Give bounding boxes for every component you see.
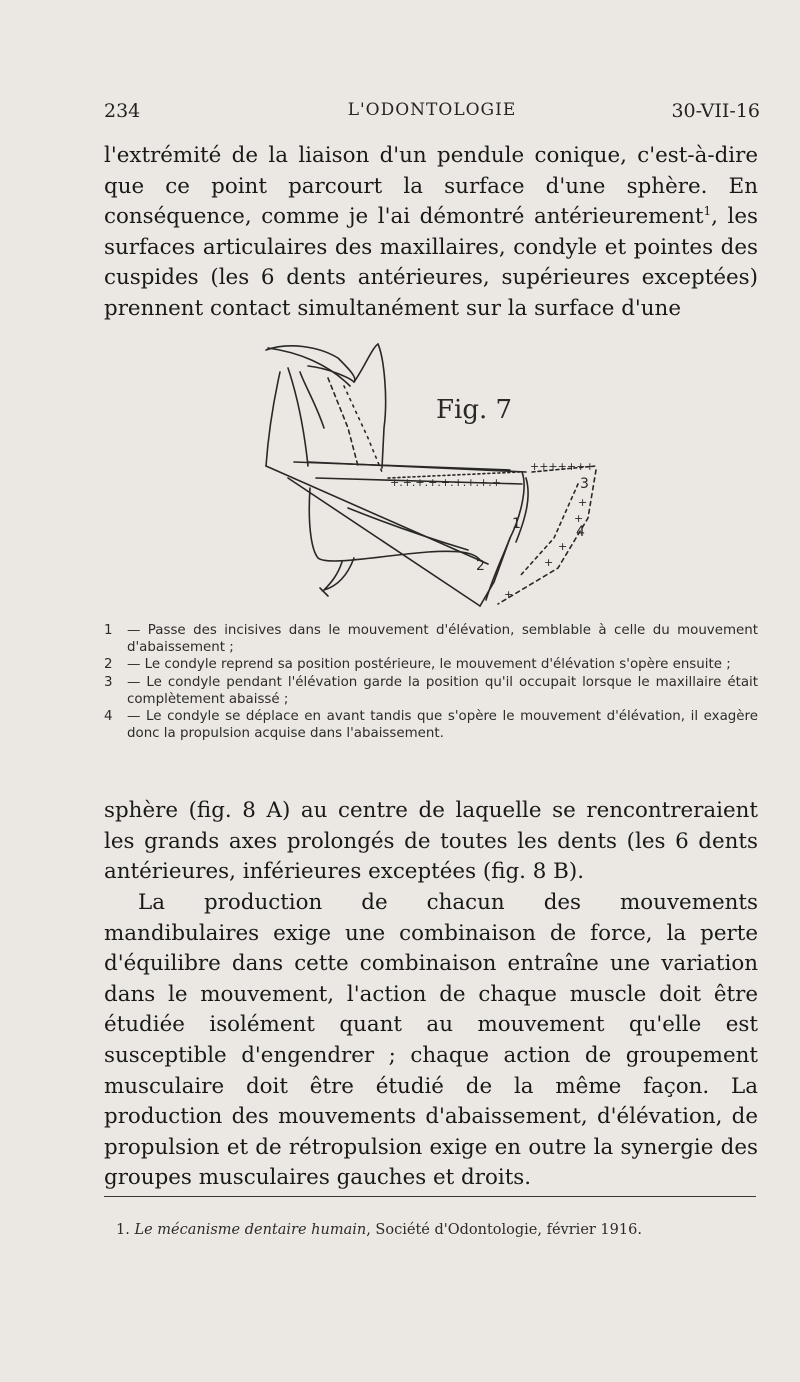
marker-2: 2 <box>476 558 485 574</box>
footnote-source: , Société d'Odontologie, février 1916. <box>366 1222 642 1238</box>
running-header <box>104 100 760 130</box>
chin-hook <box>324 558 354 590</box>
caption-item: 2 — Le condyle reprend sa position postérieure, le mouvement d'élévation s'opère ensuite ; <box>104 657 731 673</box>
figure-7 <box>258 338 620 620</box>
mandible-body-lower <box>309 488 480 561</box>
plus-col-e: + <box>504 588 514 601</box>
plus-col-b: + <box>574 512 584 525</box>
marker-4: 4 <box>576 524 585 540</box>
figure-caption <box>104 622 758 742</box>
footnote-number: 1. <box>116 1222 130 1238</box>
plus-row: +.+.+.+.+.+.+.+.+ <box>390 476 501 489</box>
ramus-inner <box>300 372 324 428</box>
caption-item: 3 — Le condyle pendant l'élévation garde la position qu'il occupait lorsque le maxillaire était complètement abaissé ; <box>104 674 758 707</box>
caption-item: 4 — Le condyle se déplace en avant tandis que s'opère le mouvement d'élévation, il exagère donc la propulsion acquise dans l'abaissement. <box>104 709 758 742</box>
zygomatic-outline <box>268 348 350 386</box>
marker-1: 1 <box>512 516 521 532</box>
plus-col-c: + <box>558 540 568 553</box>
caption-item: 1 — Passe des incisives dans le mouvement d'élévation, semblable à celle du mouvement d'abaissement ; <box>104 623 758 656</box>
footnote <box>116 1222 756 1238</box>
condyle-path-dashed <box>328 378 358 466</box>
footnote-reference: 1 <box>703 204 712 219</box>
condyle-path-dotted <box>344 386 382 472</box>
footnote-title: Le mécanisme dentaire humain <box>134 1222 367 1238</box>
footnote-rule <box>104 1196 756 1197</box>
incisor-outline <box>516 478 528 542</box>
ramus-back <box>266 372 280 466</box>
marker-3: 3 <box>580 476 589 492</box>
plus-col-d: + <box>544 556 554 569</box>
page-number: 234 <box>104 100 141 122</box>
paragraph-2: sphère (fig. 8 A) au centre de laquelle se rencontreraient les grands axes prolongés de toutes les dents (les 6 dents antérieures, inférieures exceptées (fig. 8 B). <box>104 798 758 885</box>
coronoid-process <box>354 344 386 468</box>
paragraph-3: La production de chacun des mouvements mandibulaires exige une combinaison de force, la perte d'équilibre dans cette combinaison entraîne une variation dans le mouvement, l'action de chaque muscle doit être étudiée isolément quant au mouvement qu'elle est susceptible d'engendrer ; chaque action de groupement musculaire doit être étudié de la même façon. La production des mouvements d'abaissement, d'élévation, de propulsion et de rétropulsion exige en outre la synergie des groupes musculaires gauches et droits. <box>104 890 758 1191</box>
running-title: L'ODONTOLOGIE <box>347 100 517 120</box>
paragraph-1: l'extrémité de la liaison d'un pendule conique, c'est-à-dire que ce point parcourt la surface d'une sphère. En conséquence, comme je l'ai démontré antérieurement$^1$, les surfaces articulaires des maxillaires, condyle et pointes des cuspides (les 6 dents antérieures, supérieures exceptées) prennent contact simultanément sur la surface d'une <box>104 143 759 321</box>
plus-col-a: + <box>578 496 588 509</box>
occlusal-line-2 <box>294 462 510 470</box>
jaw-movement-diagram <box>258 338 620 620</box>
figure-label: Fig. 7 <box>436 395 513 425</box>
open-position-line-2 <box>288 478 480 606</box>
plus-row-right: +++++++ <box>530 460 595 473</box>
header-date: 30-VII-16 <box>671 100 760 122</box>
